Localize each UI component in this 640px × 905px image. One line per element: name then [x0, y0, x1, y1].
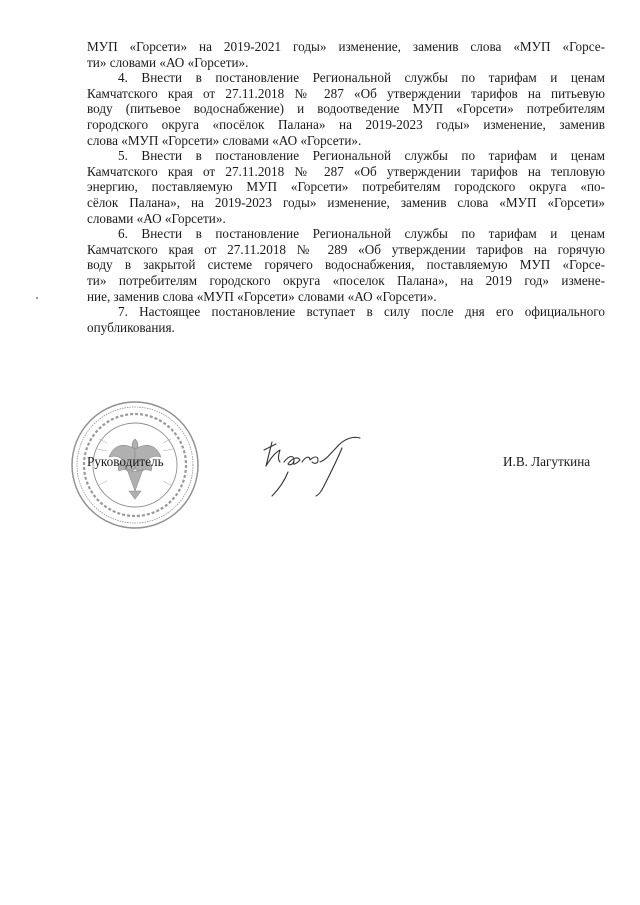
text-line: опубликования. [87, 319, 175, 335]
text-line: Камчатского края от 27.11.2018 № 287 «Об утверждении тарифов на питьевую [87, 85, 605, 101]
handwritten-signature [258, 432, 368, 504]
text-line: 7. Настоящее постановление вступает в силу после дня его официального [118, 304, 605, 320]
signer-title: Руководитель [87, 454, 164, 469]
text-line: сёлок Палана», на 2019-2023 годы» изменение, заменив слова «МУП «Горсети» [87, 194, 605, 210]
text-line: МУП «Горсети» на 2019-2021 годы» изменение, заменив слова «МУП «Горсе- [87, 39, 605, 54]
margin-mark [36, 297, 38, 299]
text-line: воду (питьевое водоснабжение) и водоотведение МУП «Горсети» потребителям [87, 101, 605, 117]
text-line: энергию, поставляемую МУП «Горсети» потребителям городского округа «по- [87, 179, 605, 195]
text-line: 5. Внести в постановление Региональной службы по тарифам и ценам [118, 148, 605, 164]
text-line: 4. Внести в постановление Региональной службы по тарифам и ценам [118, 70, 605, 86]
text-line: городского округа «посёлок Палана» на 2019-2023 годы» изменение, заменив [87, 116, 605, 132]
text-line: ти» потребителям городского округа «поселок Палана», на 2019 год» измене- [87, 272, 605, 288]
text-line: Камчатского края от 27.11.2018 № 287 «Об утверждении тарифов на тепловую [87, 163, 605, 179]
signer-name: И.В. Лагуткина [503, 454, 591, 469]
text-line: слова «МУП «Горсети» словами «АО «Горсети». [87, 132, 362, 148]
text-line: воду в закрытой системе горячего водоснабжения, поставляемую МУП «Горсе- [87, 257, 605, 273]
text-line: ние, заменив слова «МУП «Горсети» словами «АО «Горсети». [87, 288, 437, 304]
text-line: Камчатского края от 27.11.2018 № 289 «Об утверждении тарифов на горячую [87, 241, 605, 257]
document-body [87, 39, 605, 335]
text-line: словами «АО «Горсети». [87, 210, 226, 226]
text-line: ти» словами «АО «Горсети». [87, 54, 249, 70]
text-line: 6. Внести в постановление Региональной службы по тарифам и ценам [118, 226, 605, 242]
